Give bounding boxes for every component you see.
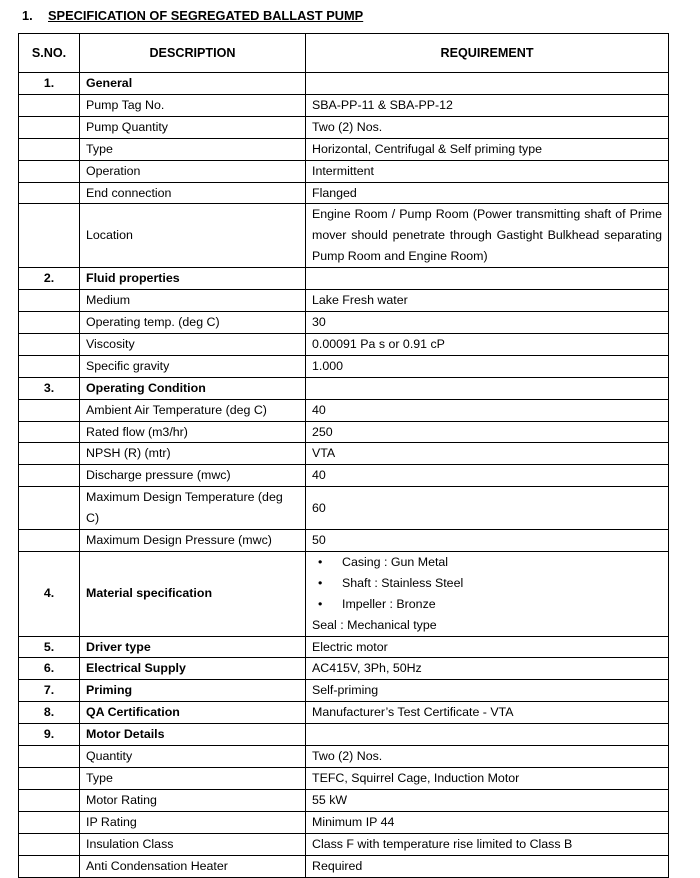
material-bullet-list bbox=[312, 552, 662, 615]
table-row bbox=[19, 333, 669, 355]
row-label: Discharge pressure (mwc) bbox=[80, 465, 306, 487]
row-value: Two (2) Nos. bbox=[306, 116, 669, 138]
section-number: 7. bbox=[19, 680, 80, 702]
row-label: Insulation Class bbox=[80, 833, 306, 855]
row-value: 40 bbox=[306, 399, 669, 421]
list-item bbox=[312, 552, 662, 573]
header-description: DESCRIPTION bbox=[80, 34, 306, 73]
section-row-driver-type bbox=[19, 636, 669, 658]
row-label: Maximum Design Pressure (mwc) bbox=[80, 530, 306, 552]
row-label: Location bbox=[80, 204, 306, 268]
table-row bbox=[19, 443, 669, 465]
section-title: Operating Condition bbox=[80, 377, 306, 399]
row-label: Type bbox=[80, 138, 306, 160]
bullet-icon: • bbox=[318, 596, 323, 611]
section-value-empty bbox=[306, 268, 669, 290]
section-row-priming bbox=[19, 680, 669, 702]
table-row bbox=[19, 465, 669, 487]
row-label: Quantity bbox=[80, 746, 306, 768]
list-item bbox=[312, 594, 662, 615]
table-header-row bbox=[19, 34, 669, 73]
table-row bbox=[19, 833, 669, 855]
row-value: Lake Fresh water bbox=[306, 290, 669, 312]
header-sno: S.NO. bbox=[19, 34, 80, 73]
row-value: VTA bbox=[306, 443, 669, 465]
section-title: Material specification bbox=[80, 551, 306, 636]
row-label: Anti Condensation Heater bbox=[80, 855, 306, 877]
table-row bbox=[19, 311, 669, 333]
section-value-empty bbox=[306, 377, 669, 399]
section-row-qa-certification bbox=[19, 702, 669, 724]
material-value bbox=[306, 551, 669, 636]
section-title: Electrical Supply bbox=[80, 658, 306, 680]
row-value: AC415V, 3Ph, 50Hz bbox=[306, 658, 669, 680]
row-value: SBA-PP-11 & SBA-PP-12 bbox=[306, 94, 669, 116]
section-value-empty bbox=[306, 73, 669, 95]
bullet-icon: • bbox=[318, 575, 323, 590]
list-item-text: Casing : Gun Metal bbox=[342, 554, 449, 569]
list-item-text: Shaft : Stainless Steel bbox=[342, 575, 464, 590]
row-label: Pump Tag No. bbox=[80, 94, 306, 116]
table-row bbox=[19, 487, 669, 530]
table-row bbox=[19, 204, 669, 268]
row-label: Specific gravity bbox=[80, 355, 306, 377]
table-row bbox=[19, 94, 669, 116]
table-row bbox=[19, 138, 669, 160]
section-title: Priming bbox=[80, 680, 306, 702]
table-row bbox=[19, 399, 669, 421]
row-label: Ambient Air Temperature (deg C) bbox=[80, 399, 306, 421]
section-number: 6. bbox=[19, 658, 80, 680]
row-label: Operating temp. (deg C) bbox=[80, 311, 306, 333]
section-number: 5. bbox=[19, 636, 80, 658]
row-value: 40 bbox=[306, 465, 669, 487]
table-row bbox=[19, 789, 669, 811]
row-value: 30 bbox=[306, 311, 669, 333]
table-row bbox=[19, 811, 669, 833]
table-row bbox=[19, 421, 669, 443]
table-row bbox=[19, 768, 669, 790]
specification-table bbox=[18, 33, 669, 878]
heading-title: SPECIFICATION OF SEGREGATED BALLAST PUMP bbox=[48, 8, 364, 23]
table-row bbox=[19, 182, 669, 204]
row-label: IP Rating bbox=[80, 811, 306, 833]
list-item-text: Impeller : Bronze bbox=[342, 596, 436, 611]
section-title: Driver type bbox=[80, 636, 306, 658]
section-number: 9. bbox=[19, 724, 80, 746]
section-row-electrical-supply bbox=[19, 658, 669, 680]
row-value: Electric motor bbox=[306, 636, 669, 658]
section-title: General bbox=[80, 73, 306, 95]
table-row bbox=[19, 746, 669, 768]
table-row bbox=[19, 116, 669, 138]
row-label: Maximum Design Temperature (deg C) bbox=[80, 487, 306, 530]
list-item bbox=[312, 573, 662, 594]
row-label: NPSH (R) (mtr) bbox=[80, 443, 306, 465]
section-row-operating-condition bbox=[19, 377, 669, 399]
row-value: 60 bbox=[306, 487, 669, 530]
section-title: QA Certification bbox=[80, 702, 306, 724]
section-value-empty bbox=[306, 724, 669, 746]
row-value: Required bbox=[306, 855, 669, 877]
row-value: 250 bbox=[306, 421, 669, 443]
row-value: 1.000 bbox=[306, 355, 669, 377]
row-label: Motor Rating bbox=[80, 789, 306, 811]
document-heading bbox=[22, 8, 363, 23]
table-row bbox=[19, 160, 669, 182]
section-number: 1. bbox=[19, 73, 80, 95]
row-value: Class F with temperature rise limited to Class B bbox=[306, 833, 669, 855]
section-row-general bbox=[19, 73, 669, 95]
section-row-motor-details bbox=[19, 724, 669, 746]
row-label: Operation bbox=[80, 160, 306, 182]
row-label: Rated flow (m3/hr) bbox=[80, 421, 306, 443]
row-label: Pump Quantity bbox=[80, 116, 306, 138]
row-value: Minimum IP 44 bbox=[306, 811, 669, 833]
row-label: Medium bbox=[80, 290, 306, 312]
row-value: Two (2) Nos. bbox=[306, 746, 669, 768]
table-row bbox=[19, 355, 669, 377]
row-value: Horizontal, Centrifugal & Self priming type bbox=[306, 138, 669, 160]
material-seal: Seal : Mechanical type bbox=[312, 617, 437, 632]
row-value: 0.00091 Pa s or 0.91 cP bbox=[306, 333, 669, 355]
row-value: Flanged bbox=[306, 182, 669, 204]
section-number: 8. bbox=[19, 702, 80, 724]
section-number: 2. bbox=[19, 268, 80, 290]
section-row-material-specification bbox=[19, 551, 669, 636]
row-value: Intermittent bbox=[306, 160, 669, 182]
row-value: TEFC, Squirrel Cage, Induction Motor bbox=[306, 768, 669, 790]
row-label: End connection bbox=[80, 182, 306, 204]
header-requirement: REQUIREMENT bbox=[306, 34, 669, 73]
table-row bbox=[19, 855, 669, 877]
table-row bbox=[19, 290, 669, 312]
row-value: 50 bbox=[306, 530, 669, 552]
section-row-fluid-properties bbox=[19, 268, 669, 290]
row-label: Viscosity bbox=[80, 333, 306, 355]
section-title: Fluid properties bbox=[80, 268, 306, 290]
table-row bbox=[19, 530, 669, 552]
row-value: 55 kW bbox=[306, 789, 669, 811]
row-value: Manufacturer’s Test Certificate - VTA bbox=[306, 702, 669, 724]
row-value: Self-priming bbox=[306, 680, 669, 702]
heading-number: 1. bbox=[22, 8, 33, 23]
section-number: 4. bbox=[19, 551, 80, 636]
bullet-icon: • bbox=[318, 554, 323, 569]
section-number: 3. bbox=[19, 377, 80, 399]
row-label: Type bbox=[80, 768, 306, 790]
row-value: Engine Room / Pump Room (Power transmitting shaft of Prime mover should penetrate through Gastight Bulkhead separating Pump Room and Engine Room) bbox=[306, 204, 669, 268]
section-title: Motor Details bbox=[80, 724, 306, 746]
